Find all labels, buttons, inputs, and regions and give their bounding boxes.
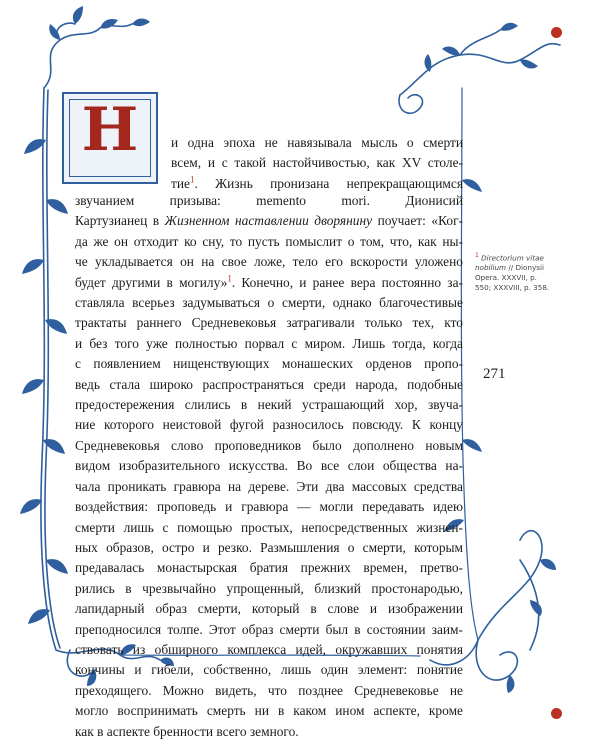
margin-footnote xyxy=(475,251,555,293)
text-line: предавалась монастырская братия прежних времен, претво- xyxy=(75,560,463,576)
text-line: видом изобразительного искусства. Во все слои общества на- xyxy=(75,458,463,474)
paragraph-body xyxy=(75,191,463,742)
text-line: кончины и гибели, собственно, лишь один элемент: понятие xyxy=(75,662,463,678)
text-line: ставляла всерьез задумываться о смерти, однако благочестивые xyxy=(75,295,463,311)
text-line: предостережения слились в некий устрашающий хор, звуча- xyxy=(75,397,463,413)
text-line: с появлением нищенствующих монашеских орденов пропо- xyxy=(75,356,463,372)
page-number: 271 xyxy=(483,366,506,382)
footnote-reference[interactable]: 1 xyxy=(227,273,232,284)
text-line: ствовать из обширного комплекса идей, окружавших понятия xyxy=(75,641,463,657)
text-line: рились в чрезвычайно упрощенный, близкий простонародью, xyxy=(75,580,463,596)
footnote-reference[interactable]: 1 xyxy=(189,174,195,185)
text-line: преходящего. Можно видеть, что позднее Средневековье не xyxy=(75,682,463,698)
italic-book-title: Жизненном наставлении дворянину xyxy=(164,213,373,229)
footnote-number: 1 xyxy=(475,252,479,259)
text-line: Средневековья слово проповедников было дополнено новым xyxy=(75,437,463,453)
text-line: воздействия: проповедь и гравюра — могли передавать идею xyxy=(75,499,463,515)
text-line: звучанием призыва: memento mori. Дионисий xyxy=(75,193,463,208)
footnote-citation: // Dionysii Opera. XXXVII, p. 550; XXXVIII, p. 358. xyxy=(475,263,550,293)
text-line: и без того уже полностью порвал с миром. Лишь тогда, когда xyxy=(75,335,463,351)
paragraph-opening xyxy=(171,133,463,194)
text-line: ных образов, остро и резко. Размышления о смерти, которым xyxy=(75,539,463,555)
text-line: тие$^1$. Жизнь пронизана непрекращающимся xyxy=(171,174,463,191)
text-line: трактаты раннего Средневековья затрагивали только тех, кто xyxy=(75,315,463,331)
text-line: смерти лишь с помощью простых, непосредственных жизнен- xyxy=(75,519,463,535)
text-line: ведь стала широко распространяться среди народа, подобные xyxy=(75,376,463,392)
text-line: и одна эпоха не навязывала мысль о смерти xyxy=(171,135,463,150)
drop-cap-frame xyxy=(62,92,158,184)
text-line: будет другими в могилу»$^1$. Конечно, и ранее вера постоянно за- xyxy=(75,273,463,290)
footnote-source-title: Directorium vitae nobilium xyxy=(475,253,544,273)
text-line: Картузианец в Жизненном наставлении дворянину поучает: «Ког- xyxy=(75,213,464,229)
text-line: преподносился толпе. Этот образ смерти был в состоянии заим- xyxy=(75,621,463,637)
text-line: как в аспекте бренности всего земного. xyxy=(75,723,299,739)
text-line: че укладывается он на свое ложе, тело его вскорости уложено xyxy=(75,254,463,270)
text-line: всем, и с такой настойчивостью, как XV столе- xyxy=(171,155,463,171)
text-line: да же он отходит ко сну, то пусть помыслит о том, что, как ны- xyxy=(75,233,463,249)
drop-cap-letter: Н xyxy=(81,95,139,165)
text-line: чала проникать гравюра на дереве. Эти два массовых средства xyxy=(75,478,463,494)
text-line: ние которого неистовой фугой разносилось повсюду. К концу xyxy=(75,417,463,433)
text-line: лапидарный образ смерти, который в слове и изображении xyxy=(75,601,463,617)
text-line: могло воспринимать смерть ни в каком ином аспекте, кроме xyxy=(75,703,463,719)
